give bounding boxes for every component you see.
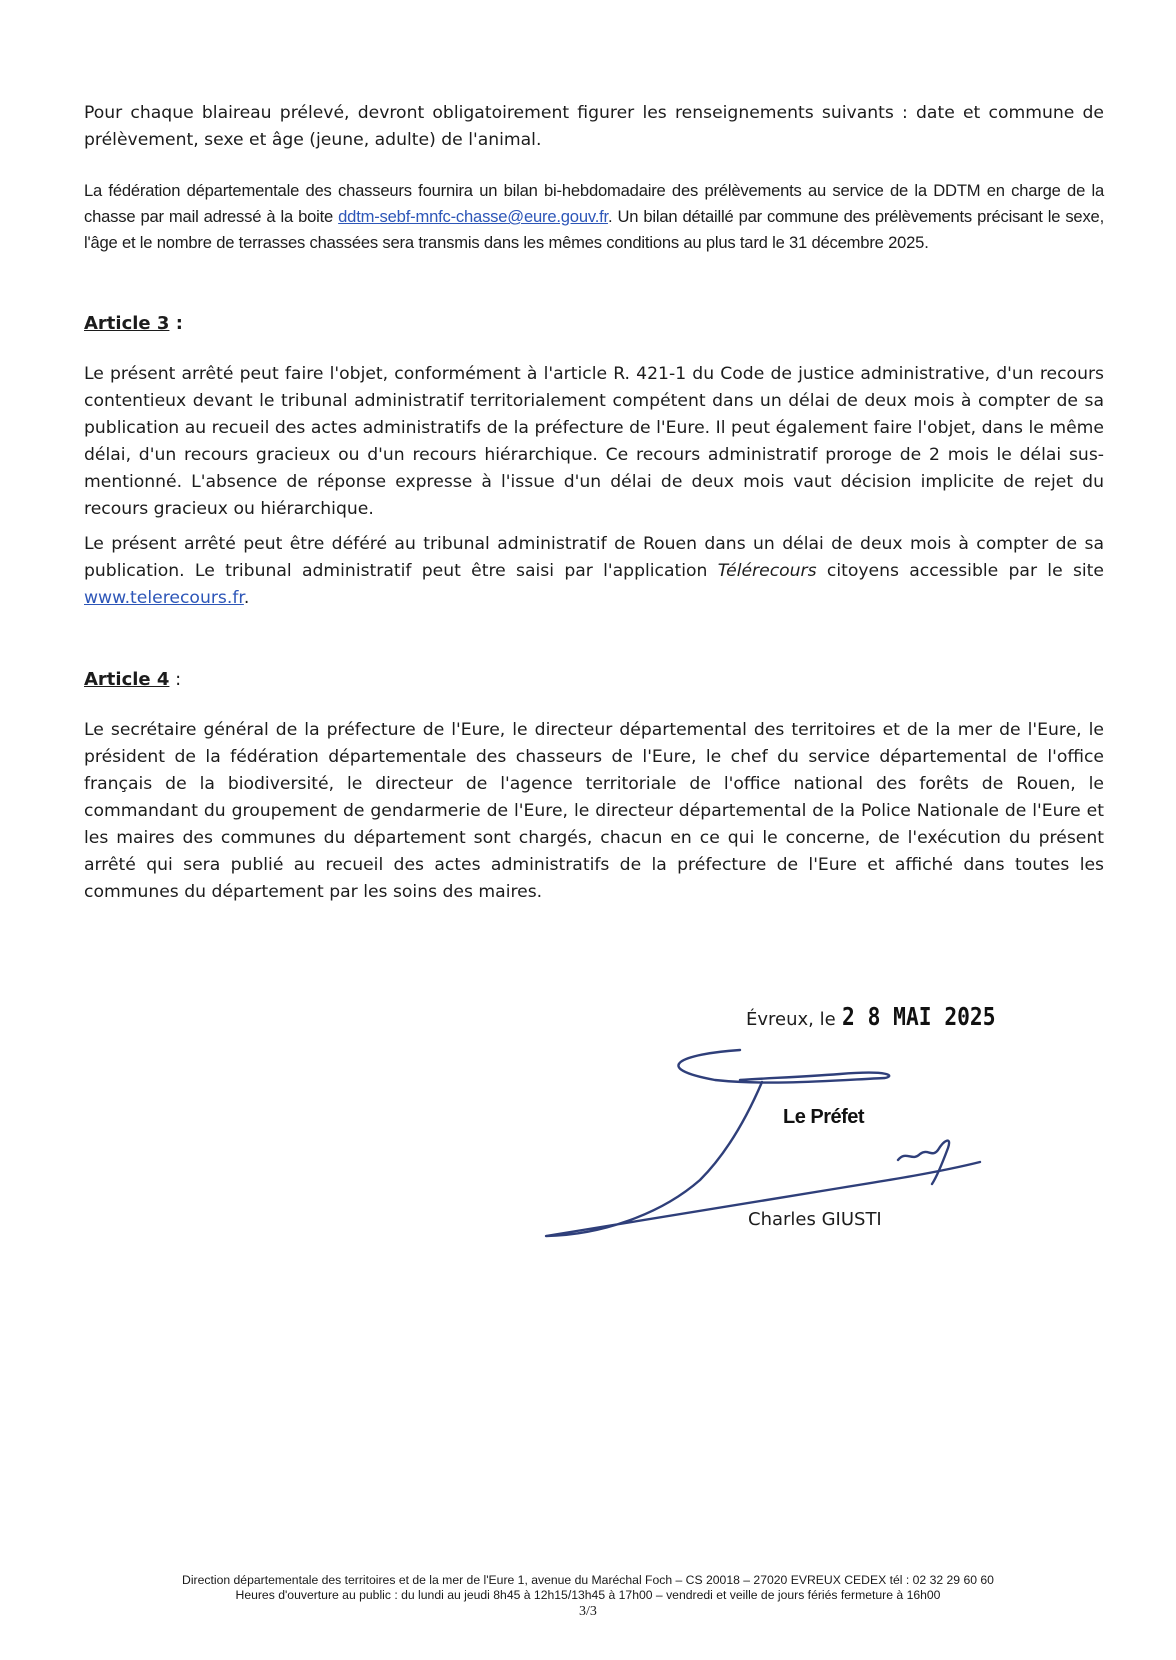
article-3-heading-colon: :	[169, 313, 183, 334]
paragraph-bilan-text-1: La fédération départementale des chasseurs fournira un bilan bi-hebdomadaire des prélèvements au service de la DDTM en charge de la chasse par mail adressé à la boite	[84, 181, 1104, 226]
place-label: Évreux, le	[746, 1009, 836, 1030]
signer-name: Charles GIUSTI	[748, 1209, 882, 1230]
place-and-date	[746, 1003, 1022, 1034]
article-3-text-end: .	[243, 588, 250, 608]
date-stamp: 2 8 MAI 2025	[841, 1002, 996, 1031]
telerecours-link[interactable]: www.telerecours.fr	[84, 588, 244, 608]
article-4-heading	[84, 667, 181, 693]
article-3-text-1: Le présent arrêté peut être déféré au tribunal administratif de Rouen dans un délai de deux mois à compter de sa publication. Le tribunal administratif peut être saisi par l'application	[84, 534, 1104, 581]
paragraph-bilan-text-2: . Un bilan détaillé par commune des prélèvements précisant le sexe, l'âge et le nombre de terrasses chassées sera transmis dans les mêmes conditions au plus tard le 31 décembre 2025.	[84, 207, 1104, 252]
email-link[interactable]: ddtm-sebf-mnfc-chasse@eure.gouv.fr	[338, 207, 608, 226]
article-4-heading-colon: :	[169, 669, 182, 690]
article-3-text-2: citoyens accessible par le site	[816, 561, 1104, 581]
article-3-paragraph-recours: Le présent arrêté peut faire l'objet, conformément à l'article R. 421-1 du Code de justice administrative, d'un recours contentieux devant le tribunal administratif territorialement compétent dans un délai de deux mois à compter de sa publication au recueil des actes administratifs de la préfecture de l'Eure. Il peut également faire l'objet, dans le même délai, d'un recours gracieux ou d'un recours hiérarchique. Ce recours administratif proroge de 2 mois le délai sus-mentionné. L'absence de réponse expresse à l'issue d'un délai de deux mois vaut décision implicite de rejet du recours gracieux ou hiérarchique.	[84, 364, 1104, 519]
article-4-heading-label: Article 4	[84, 669, 170, 690]
telerecours-app-name: Télérecours	[717, 561, 817, 581]
article-3-heading-label: Article 3	[84, 313, 170, 334]
footer-opening-hours: Heures d'ouverture au public : du lundi au jeudi 8h45 à 12h15/13h45 à 17h00 – vendredi et veille de jours fériés fermeture à 16h00	[235, 1588, 941, 1602]
signer-title: Le Préfet	[783, 1106, 865, 1128]
article-3-heading	[84, 311, 183, 337]
paragraph-specimen-info: Pour chaque blaireau prélevé, devront obligatoirement figurer les renseignements suivants : date et commune de prélèvement, sexe et âge (jeune, adulte) de l'animal.	[84, 103, 1104, 150]
paragraph-bilan	[84, 178, 1104, 256]
signature-loop-stroke	[678, 1050, 889, 1083]
article-4-paragraph-execution: Le secrétaire général de la préfecture de l'Eure, le directeur départemental des territoires et de la mer de l'Eure, le président de la fédération départementale des chasseurs de l'Eure, le chef du service départemental de l'office français de la biodiversité, le directeur de l'agence territoriale de l'office national des forêts de Rouen, le commandant du groupement de gendarmerie de l'Eure, le directeur départemental de la Police Nationale de l'Eure et les maires des communes du département sont chargés, chacun en ce qui le concerne, de l'exécution du présent arrêté qui sera publié au recueil des actes administratifs de la préfecture de l'Eure et affiché dans toutes les communes du département par les soins des maires.	[84, 720, 1104, 902]
footer-address: Direction départementale des territoires et de la mer de l'Eure 1, avenue du Maréchal Foch – CS 20018 – 27020 EVREUX CEDEX tél : 02 32 29 60 60	[182, 1573, 994, 1587]
page-number: 3/3	[579, 1604, 597, 1619]
article-3-paragraph-telerecours	[84, 531, 1104, 612]
